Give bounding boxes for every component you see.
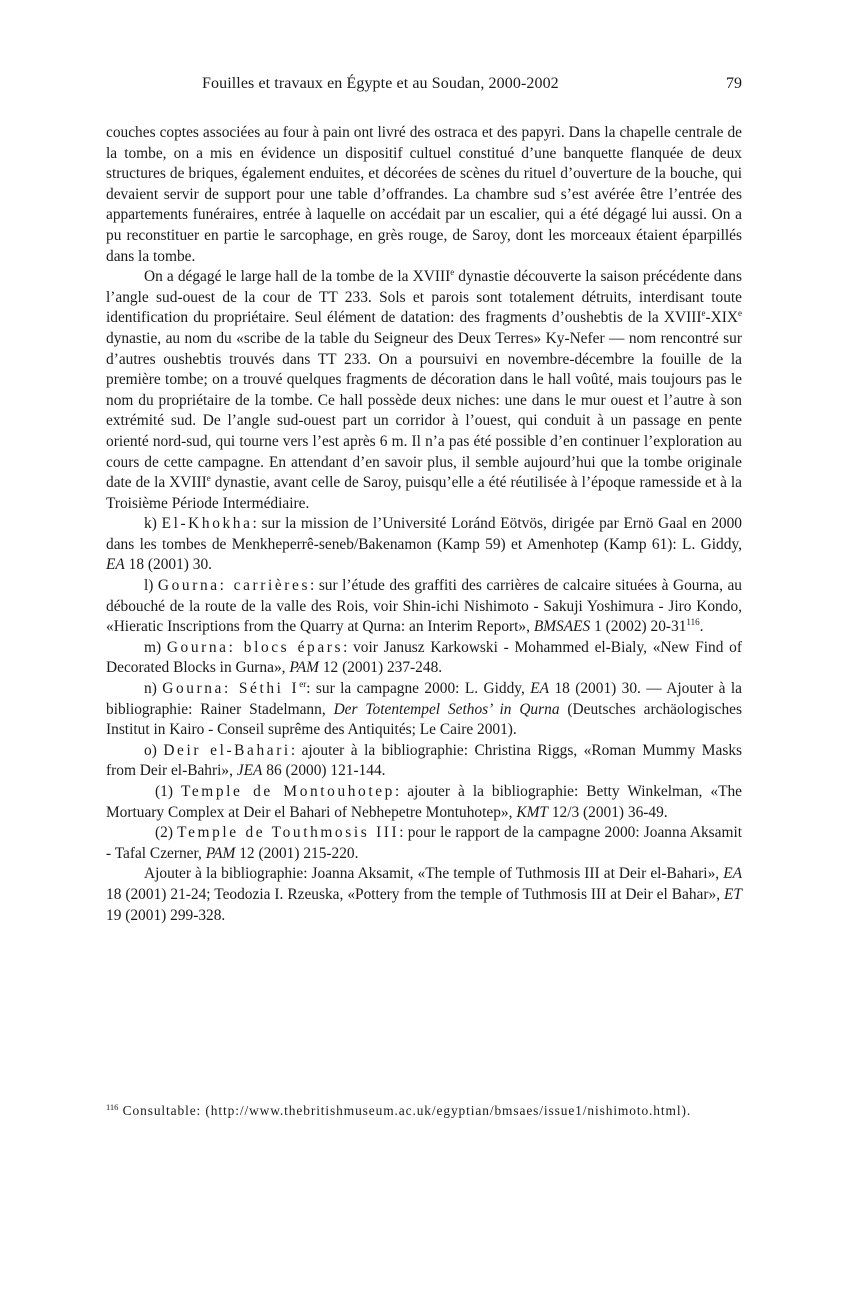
journal-abbrev: EA [723,865,742,883]
entry-o-deir-el-bahari: o) Deir el-Bahari: ajouter à la bibliographie: Christina Riggs, «Roman Mummy Masks from Deir el-Bahri», JEA 86 (2000) 121-144. [106,741,743,780]
journal-abbrev: PAM [289,659,319,677]
footnote-label: Consultable: [118,1103,202,1118]
journal-abbrev: JEA [236,762,263,780]
journal-abbrev: ET [724,885,742,903]
journal-abbrev: EA [530,680,550,698]
running-title: Fouilles et travaux en Égypte et au Soudan, 2000-2002 [202,75,559,92]
site-name: Gourna: Séthi I [162,680,300,698]
entry-k-el-khokha: k) El-Khokha: sur la mission de l’Université Loránd Eötvös, dirigée par Ernö Gaal en 2000 dans les tombes de Menkheperrê-seneb/Bakenamon (Kamp 59) et Amenhotep (Kamp 61): L. Giddy, EA 18 (2001) 30. [106,515,742,574]
entry-o1-montouhotep: (1) Temple de Montouhotep: ajouter à la bibliographie: Betty Winkelman, «The Mortuary Complex at Deir el Bahari of Nebhepetre Montuhotep», KMT 12/3 (2001) 36-49. [106,783,743,821]
footnote-number: 116 [106,1102,119,1112]
site-name: Temple de Touthmosis III [177,824,400,842]
site-name: Deir el-Bahari [163,741,291,759]
footnote-ref: 116 [686,617,700,628]
entry-l-gourna-carrieres: l) Gourna: carrières: sur l’étude des graffiti des carrières de calcaire situées à Gourna, au débouché de la route de la valle des Rois, voir Shin-ichi Nishimoto - Sakuji Yoshimura - Jiro Kondo, «Hieratic Inscriptions from the Quarry at Qurna: an Interim Report», BMSAES 1 (2002) $20-31^{116}$. [106,577,743,636]
site-name: Gourna: carrières [157,577,311,595]
footnote-url: (http://www.thebritishmuseum.ac.uk/egyptian/bmsaes/issue1/nishimoto.html). [201,1103,692,1118]
page-number: 79 [726,75,742,92]
running-header [106,72,742,96]
site-name: Temple de Montouhotep [180,783,395,800]
journal-abbrev: KMT [516,803,548,821]
paragraph-continued: couches coptes associées au four à pain ont livré des ostraca et des papyri. Dans la chapelle centrale de la tombe, on a mis en évidence un dispositif cultuel constitué d’une banquette flanquée de deux structures de briques, également enduites, et décorées de scènes du rituel d’ouverture de la bouche, qui devaient servir de support pour une table d’offrandes. La chambre sud s’est avérée être l’entrée des appartements funéraires, entrée à laquelle on accédait par un escalier, qui a été dégagé lui aussi. On a pu reconstituer en partie le sarcophage, en grès rouge, de Saroy, dont les morceaux étaient éparpillés dans la tombe. [106,124,742,265]
entry-n-gourna-sethi: n) Gourna: Séthi Ier: sur la campagne 2000: L. Giddy, EA 18 (2001) 30. — Ajouter à la bibliographie: Rainer Stadelmann, Der Totentempel Sethos’ in Qurna (Deutsches archäologisches Institut in Kairo - Conseil suprême des Antiquités; Le Caire 2001). [106,679,742,739]
site-name: El-Khokha [161,515,253,533]
paragraph-bibliography: Ajouter à la bibliographie: Joanna Aksamit, «The temple of Tuthmosis III at Deir el-Bahari», EA 18 (2001) 21-24; Teodozia I. Rzeuska, «Pottery from the temple of Tuthmosis III at Deir el Bahar», ET 19 (2001) 299-328. [106,865,742,924]
entry-o2-touthmosis: (2) Temple de Touthmosis III: pour le rapport de la campagne 2000: Joanna Aksamit - Tafal Czerner, PAM 12 (2001) 215-220. [106,824,743,862]
journal-abbrev: EA [106,556,125,574]
site-name: Gourna: blocs épars [166,638,344,656]
journal-abbrev: PAM [205,844,236,862]
footnote-116 [106,1102,742,1120]
paragraph-hall: On a dégagé le large hall de la tombe de la XVIIIe dynastie découverte la saison précédente dans l’angle sud-ouest de la cour de TT 233. Sols et parois sont totalement détruits, interdisant toute identification du propriétaire. Seul élément de datation: des fragments d’oushebtis de la XVIIIe-XIXe dynastie, au nom du «scribe de la table du Seigneur des Deux Terres» Ky-Nefer — nom rencontré sur d’autres oushebtis trouvés dans TT 233. On a poursuivi en novembre-décembre la fouille de la première tombe; on a trouvé quelques fragments de décoration dans le hall voûté, mais toujours pas le nom du propriétaire de la tombe. Ce hall possède deux niches: une dans le mur ouest et l’autre à son extrémité sud. De l’angle sud-ouest part un corridor à l’ouest, qui conduit à un passage en pente orienté nord-sud, qui tourne vers l’est après 6 m. Il n’a pas été possible d’en continuer l’exploration au cours de cette campagne. En attendant d’en savoir plus, il semble aujourd’hui que la tombe originale date de la XVIIIe dynastie, avant celle de Saroy, puisqu’elle a été réutilisée à l’époque ramesside et à la Troisième Période Intermédiaire. [106,267,742,512]
journal-abbrev: BMSAES [533,618,591,636]
entry-m-gourna-blocs: m) Gourna: blocs épars: voir Janusz Karkowski - Mohammed el-Bialy, «New Find of Decorated Blocks in Gurna», PAM 12 (2001) 237-248. [106,638,742,677]
book-title: Der Totentempel Sethos’ in Qurna [333,700,560,718]
body-text [106,123,742,926]
